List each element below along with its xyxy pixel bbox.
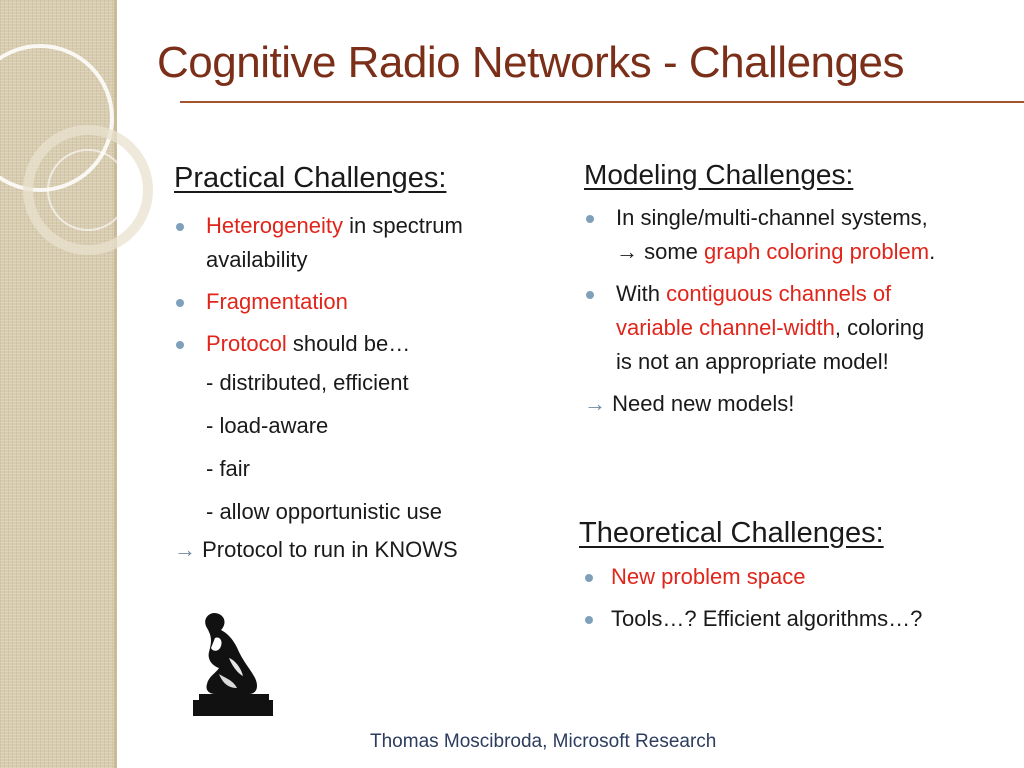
list-item bbox=[584, 201, 1004, 269]
item-text: should be… bbox=[286, 331, 411, 356]
item-text: in spectrum bbox=[342, 213, 463, 238]
thinker-statue-icon bbox=[185, 608, 277, 720]
bullet-icon bbox=[176, 223, 184, 231]
list-item bbox=[579, 560, 1009, 594]
list-item bbox=[174, 209, 554, 277]
bullet-icon bbox=[176, 299, 184, 307]
protocol-text: Protocol bbox=[206, 331, 287, 356]
conclusion-text: Need new models! bbox=[612, 391, 795, 416]
sub-item: - distributed, efficient bbox=[206, 370, 409, 395]
item-text: , coloring bbox=[834, 315, 925, 340]
sub-item: - allow opportunistic use bbox=[206, 499, 443, 524]
title-divider bbox=[180, 101, 1024, 103]
sub-item: - load-aware bbox=[206, 413, 329, 438]
theoretical-challenges-section bbox=[579, 517, 1009, 636]
list-item bbox=[174, 285, 554, 319]
item-text-line2: availability bbox=[206, 247, 308, 272]
heterogeneity-text: Heterogeneity bbox=[206, 213, 343, 238]
bullet-icon bbox=[586, 291, 594, 299]
conclusion-line bbox=[584, 387, 1004, 421]
bullet-icon bbox=[585, 616, 593, 624]
bullet-icon bbox=[585, 574, 593, 582]
sub-list bbox=[174, 361, 554, 533]
list-item bbox=[579, 602, 1009, 636]
sub-item: - fair bbox=[206, 456, 250, 481]
practical-challenges-section bbox=[174, 162, 554, 567]
modeling-heading: Modeling Challenges: bbox=[584, 159, 854, 190]
variable-width-text: variable channel-width bbox=[616, 315, 835, 340]
practical-heading: Practical Challenges: bbox=[174, 162, 447, 194]
footer-credit: Thomas Moscibroda, Microsoft Research bbox=[370, 731, 717, 752]
graph-coloring-text: graph coloring problem bbox=[704, 239, 930, 264]
new-problem-space-text: New problem space bbox=[611, 564, 806, 589]
bullet-icon bbox=[176, 341, 184, 349]
right-arrow-icon: → bbox=[616, 239, 638, 264]
theoretical-heading: Theoretical Challenges: bbox=[579, 517, 884, 549]
item-text: In single/multi-channel systems, bbox=[616, 205, 928, 230]
item-text: . bbox=[929, 239, 936, 264]
item-text: some bbox=[638, 239, 705, 264]
conclusion-line bbox=[174, 533, 554, 567]
list-item bbox=[174, 327, 554, 361]
fragmentation-text: Fragmentation bbox=[206, 289, 348, 314]
item-text: With bbox=[616, 281, 667, 306]
contiguous-channels-text: contiguous channels of bbox=[666, 281, 892, 306]
bullet-icon bbox=[586, 215, 594, 223]
item-text: Tools…? Efficient algorithms…? bbox=[611, 606, 923, 631]
item-text-line3: is not an appropriate model! bbox=[616, 349, 889, 374]
modeling-challenges-section bbox=[584, 159, 1004, 421]
list-item bbox=[584, 277, 1004, 379]
right-arrow-icon: → bbox=[174, 537, 196, 562]
right-arrow-icon: → bbox=[584, 391, 606, 416]
conclusion-text: Protocol to run in KNOWS bbox=[202, 537, 458, 562]
slide-title: Cognitive Radio Networks - Challenges bbox=[157, 38, 904, 87]
